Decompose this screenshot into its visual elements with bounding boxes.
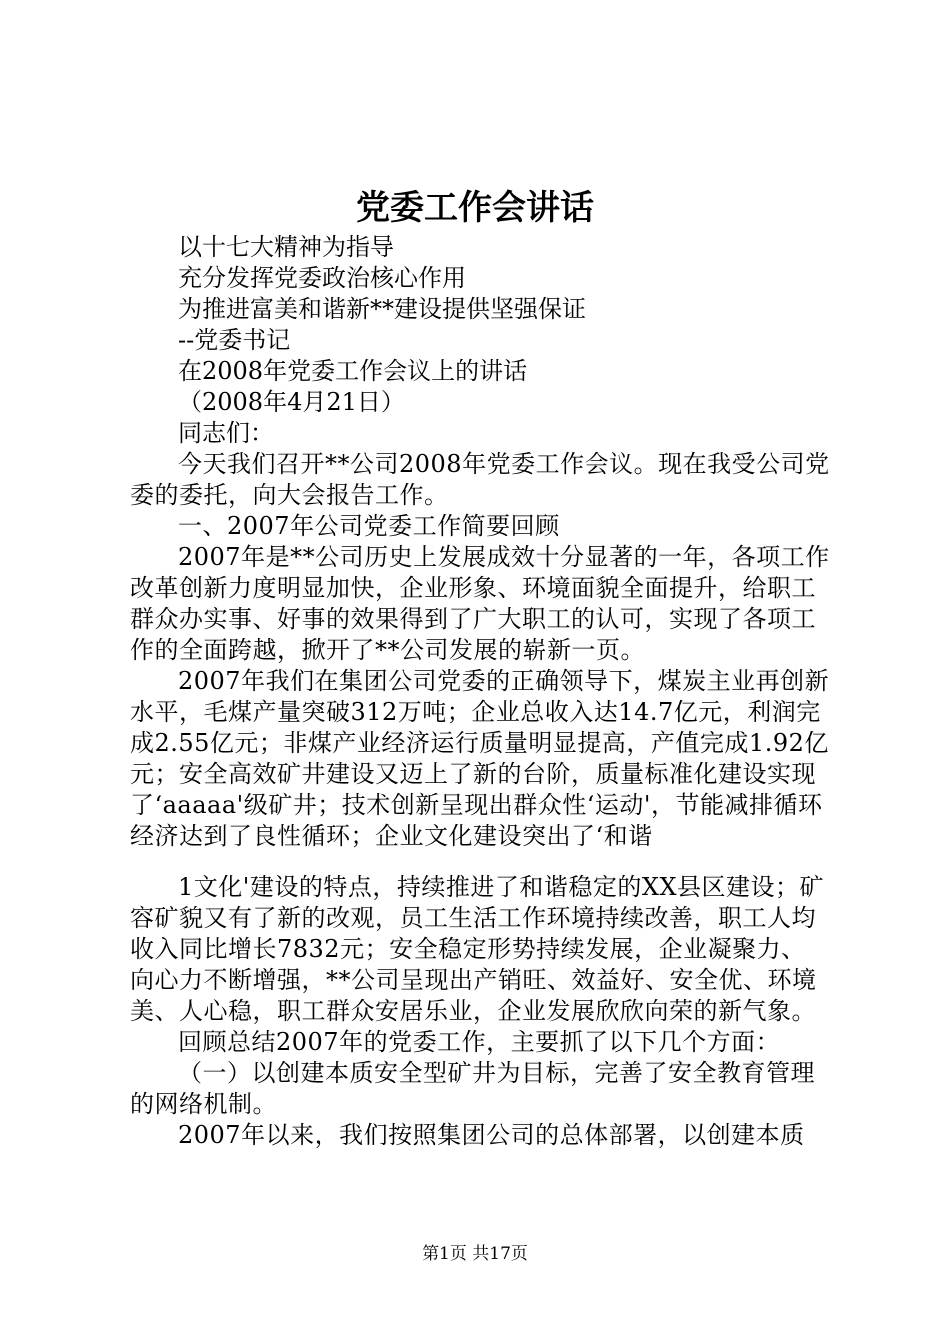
paragraph-safety-intro: 2007年以来，我们按照集团公司的总体部署，以创建本质 bbox=[178, 1121, 805, 1149]
salutation-line: 同志们： bbox=[178, 419, 274, 447]
paragraph-review-summary: 回顾总结2007年的党委工作，主要抓了以下几个方面： bbox=[178, 1028, 781, 1056]
speaker-line: --党委书记 bbox=[178, 326, 291, 354]
document-title: 党委工作会讲话 bbox=[356, 188, 594, 228]
page-footer: 第1页 共17页 bbox=[422, 1244, 528, 1264]
date-line: （2008年4月21日） bbox=[178, 388, 405, 416]
section-heading-1: 一、2007年公司党委工作简要回顾 bbox=[178, 512, 560, 540]
paragraph-harmony-culture: 1文化'建设的特点，持续推进了和谐稳定的XX县区建设；矿容矿貌又有了新的改观，员工生活工作环境持续改善，职工人均收入同比增长7832元；安全稳定形势持续发展，企业凝聚力、向心力不断增强，**公司呈现出产销旺、效益好、安全优、环境美、人心稳，职工群众安居乐业，企业发展欣欣向荣的新气象。 bbox=[130, 873, 825, 1025]
heading-line-2: 充分发挥党委政治核心作用 bbox=[178, 264, 466, 292]
paragraph-opening: 今天我们召开**公司2008年党委工作会议。现在我受公司党委的委托，向大会报告工作。 bbox=[130, 450, 830, 509]
heading-line-1: 以十七大精神为指导 bbox=[178, 233, 394, 261]
occasion-line: 在2008年党委工作会议上的讲话 bbox=[178, 357, 528, 385]
document-body bbox=[130, 232, 830, 1151]
heading-line-3: 为推进富美和谐新**建设提供坚强保证 bbox=[178, 295, 586, 323]
paragraph-2007-overview: 2007年是**公司历史上发展成效十分显著的一年，各项工作改革创新力度明显加快，企业形象、环境面貌全面提升，给职工群众办实事、好事的效果得到了广大职工的认可，实现了各项工作的全面跨越，掀开了**公司发展的崭新一页。 bbox=[130, 543, 830, 664]
subsection-heading-1: （一）以创建本质安全型矿井为目标，完善了安全教育管理的网络机制。 bbox=[130, 1059, 815, 1118]
paragraph-2007-achievements: 2007年我们在集团公司党委的正确领导下，煤炭主业再创新水平，毛煤产量突破312万吨；企业总收入达14.7亿元，利润完成2.55亿元；非煤产业经济运行质量明显提高，产值完成1.92亿元；安全高效矿井建设又迈上了新的台阶，质量标准化建设实现了‘aaaaa'级矿井；技术创新呈现出群众性‘运动'，节能减排循环经济达到了良性循环；企业文化建设突出了‘和谐 bbox=[130, 667, 830, 850]
